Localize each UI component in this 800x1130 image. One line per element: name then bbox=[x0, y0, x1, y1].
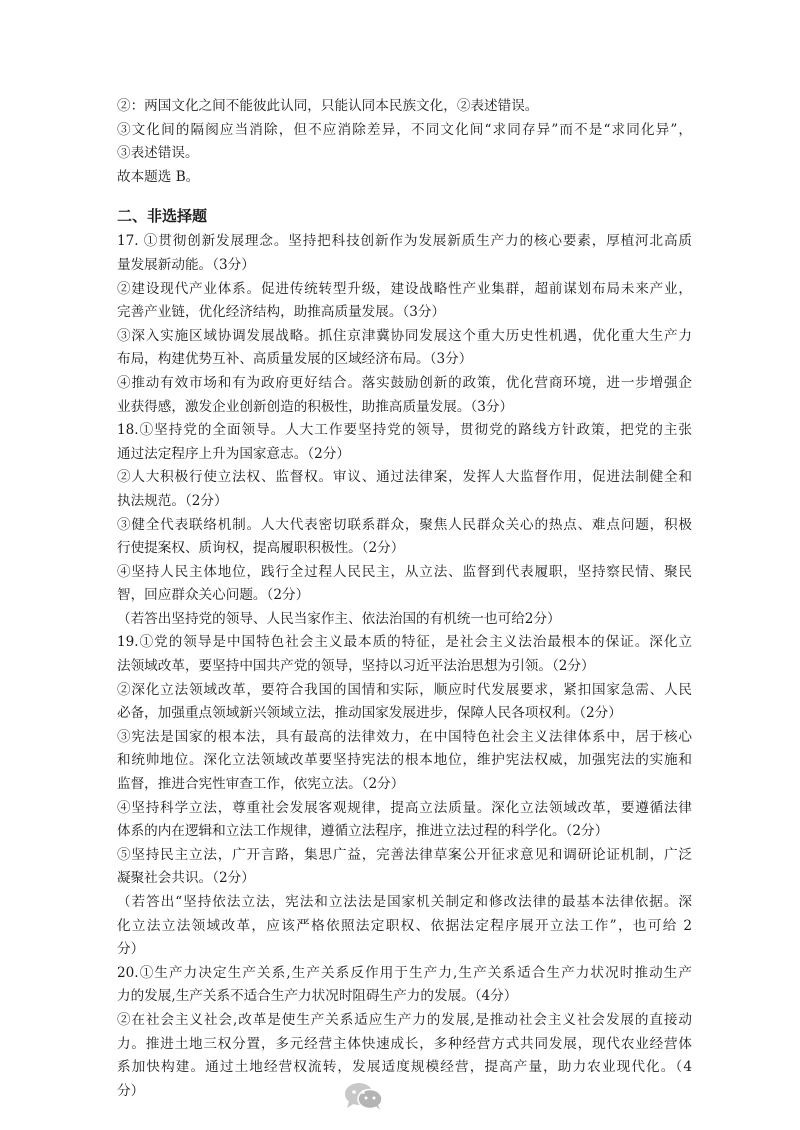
section-heading: 二、非选择题 bbox=[117, 207, 208, 226]
text-line: ③宪法是国家的根本法，具有最高的法律效力，在中国特色社会主义法律体系中，居于核心 bbox=[117, 728, 692, 745]
text-line: 法领域改革，要坚持中国共产党的领导，坚持以习近平法治思想为引领。（2分） bbox=[117, 658, 595, 675]
text-line: 分） bbox=[117, 1082, 145, 1099]
text-line: 力的发展,生产关系不适合生产力状况时阻碍生产力的发展。（4分） bbox=[117, 988, 518, 1005]
text-line: 故本题选 B。 bbox=[117, 168, 200, 185]
text-line: ②建设现代产业体系。促进传统转型升级，建设战略性产业集群，超前谋划布局未来产业， bbox=[117, 280, 692, 297]
text-line: 布局，构建优势互补、高质量发展的区域经济布局。（3分） bbox=[117, 351, 473, 368]
text-line: ④坚持人民主体地位，践行全过程人民民主，从立法、监督到代表履职，坚持察民情、聚民 bbox=[117, 563, 692, 580]
text-line: 完善产业链，优化经济结构，助推高质量发展。（3分） bbox=[117, 304, 446, 321]
continuation-block bbox=[117, 95, 692, 189]
text-line: 力。推进土地三权分置，多元经营主体快速成长，多种经营方式共同发展，现代农业经营体 bbox=[117, 1035, 692, 1052]
text-line: ③健全代表联络机制。人大代表密切联系群众，聚焦人民群众关心的热点、难点问题，积极 bbox=[117, 516, 692, 533]
text-line: 分） bbox=[117, 941, 145, 958]
text-line: ②在社会主义社会,改革是使生产关系适应生产力的发展,是推动社会主义社会发展的直接动 bbox=[117, 1011, 692, 1028]
text-line: ③深入实施区域协调发展战略。抓住京津冀协同发展这个重大历史性机遇，优化重大生产力 bbox=[117, 327, 692, 344]
text-line: 行使提案权、质询权，提高履职积极性。（2分） bbox=[117, 540, 405, 557]
text-line: 必备，加强重点领域新兴领域立法，推动国家发展进步，保障人民各项权利。（2分） bbox=[117, 705, 622, 722]
text-line: 凝聚社会共识。（2分） bbox=[117, 870, 255, 887]
text-line: 系加快构建。通过土地经营权流转，发展适度规模经营，提高产量，助力农业现代化。（4 bbox=[117, 1059, 692, 1076]
text-line: ③文化间的隔阂应当消除，但不应消除差异，不同文化间“求同存异”而不是“求同化异”， bbox=[117, 121, 692, 138]
text-line: ③表述错误。 bbox=[117, 145, 199, 162]
text-line: 19.①党的领导是中国特色社会主义最本质的特征，是社会主义法治最根本的保证。深化立 bbox=[117, 634, 692, 651]
text-line: 执法规范。（2分） bbox=[117, 492, 228, 509]
text-line: 18.①坚持党的全面领导。人大工作要坚持党的领导，贯彻党的路线方针政策，把党的主张 bbox=[117, 422, 692, 439]
text-line: 17. ①贯彻创新发展理念。坚持把科技创新作为发展新质生产力的核心要素，厚植河北高质 bbox=[117, 233, 692, 250]
text-line: 量发展新动能。（3分） bbox=[117, 256, 255, 273]
text-line: ②深化立法领域改革，要符合我国的国情和实际，顺应时代发展要求，紧扣国家急需、人民 bbox=[117, 681, 692, 698]
text-line: ④坚持科学立法，尊重社会发展客观规律，提高立法质量。深化立法领域改革，要遵循法律 bbox=[117, 799, 692, 816]
text-line: ⑤坚持民主立法，广开言路，集思广益，完善法律草案公开征求意见和调研论证机制，广泛 bbox=[117, 846, 692, 863]
text-line: 20.①生产力决定生产关系,生产关系反作用于生产力,生产关系适合生产力状况时推动生产 bbox=[117, 964, 692, 981]
text-line: 业获得感，激发企业创新创造的积极性，助推高质量发展。（3分） bbox=[117, 398, 514, 415]
text-line: 体系的内在逻辑和立法工作规律，遵循立法程序，推进立法过程的科学化。（2分） bbox=[117, 823, 609, 840]
text-line: 化立法立法领域改革，应该严格依照法定职权、依据法定程序展开立法工作”，也可给 2 bbox=[117, 917, 692, 934]
text-line: （若答出坚持党的领导、人民当家作主、依法治国的有机统一也可给2分） bbox=[117, 610, 561, 627]
text-line: ②：两国文化之间不能彼此认同，只能认同本民族文化，②表述错误。 bbox=[117, 98, 539, 114]
text-line: 和统帅地位。深化立法领域改革要坚持宪法的根本地位，维护宪法权威，加强宪法的实施和 bbox=[117, 752, 692, 769]
answers-block bbox=[117, 230, 692, 1103]
answer-content bbox=[117, 95, 692, 1103]
text-line: ④推动有效市场和有为政府更好结合。落实鼓励创新的政策，优化营商环境，进一步增强企 bbox=[117, 374, 692, 391]
text-line: 通过法定程序上升为国家意志。（2分） bbox=[117, 445, 350, 462]
text-line: 监督，推进合宪性审查工作，依宪立法。（2分） bbox=[117, 776, 405, 793]
text-line: ②人大积极行使立法权、监督权。审议、通过法律案，发挥人大监督作用，促进法制健全和 bbox=[117, 469, 692, 486]
text-line: 智，回应群众关心问题。（2分） bbox=[117, 587, 310, 604]
text-line: （若答出“坚持依法立法，宪法和立法法是国家机关制定和修改法律的最基本法律依据。深 bbox=[117, 894, 692, 910]
wechat-logo-icon bbox=[342, 1081, 386, 1111]
